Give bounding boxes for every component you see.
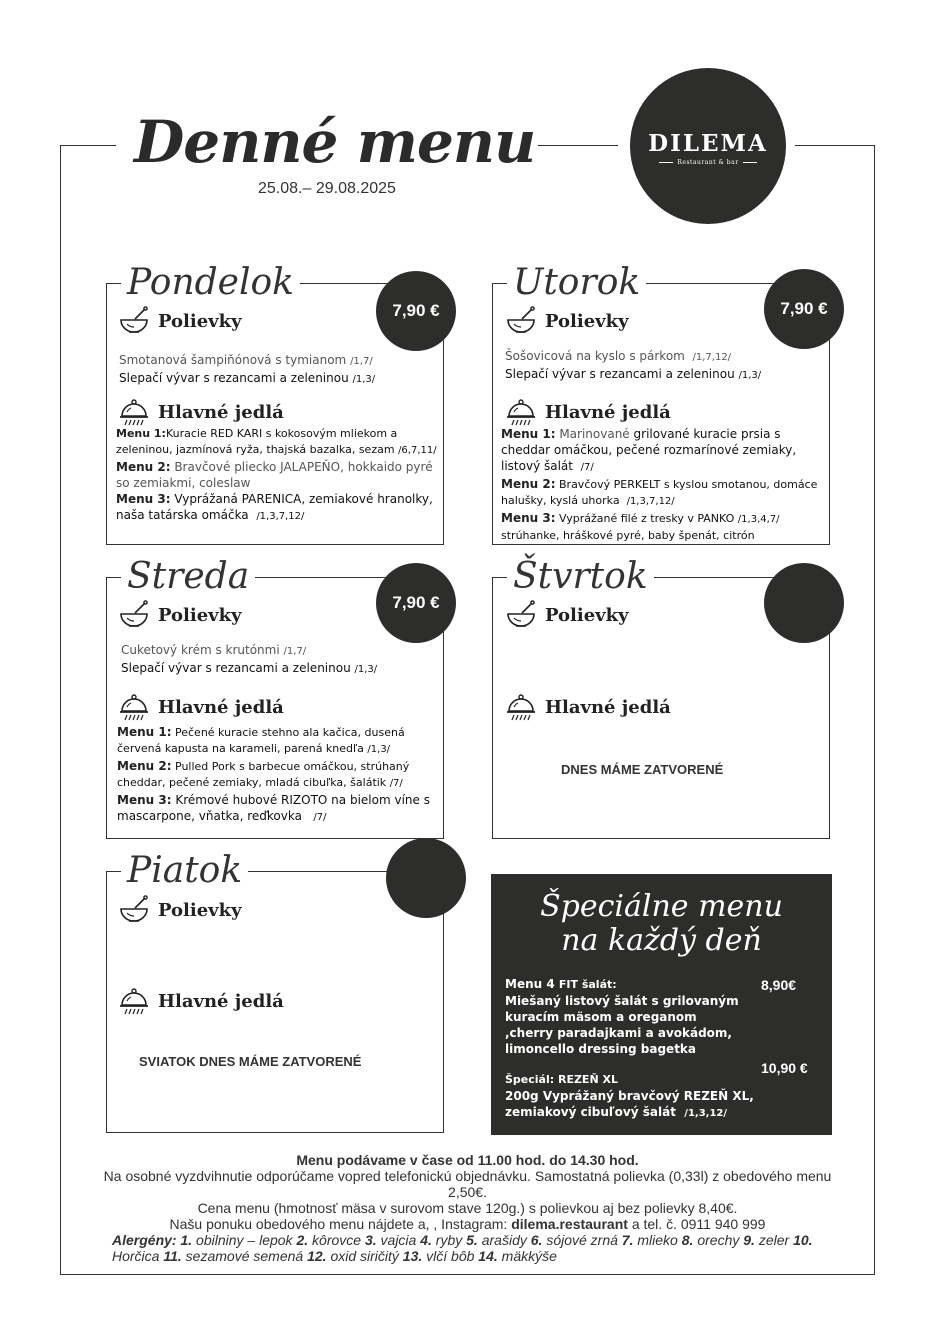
special-item-1	[505, 976, 745, 1057]
menu-label: Menu 3:	[117, 793, 172, 807]
allergens: /7/	[389, 778, 403, 789]
mains-wednesday	[117, 724, 439, 826]
allergens: /1,7/	[350, 356, 373, 367]
menu-1: Kuracie RED KARI s kokosovým mliekom a zeleninou, jazmínová ryža, thajská bazalka, sezam	[116, 427, 398, 456]
allergen-number: 7.	[617, 1232, 638, 1248]
bowl-icon	[505, 306, 537, 336]
allergens: /1,3/	[367, 744, 391, 755]
special-item-1-price: 8,90€	[761, 977, 797, 993]
footer-pickup: Na osobné vyzdvihnutie odporúčame vopred telefonickú objednávku. Samostatná polievka (0,33l) z obedového menu 2,50€.	[103, 1168, 832, 1200]
allergen-name: vajcia	[380, 1232, 417, 1248]
menu-1-grey: Marinované	[559, 427, 630, 441]
menu-label: Menu 3:	[116, 492, 171, 506]
allergen-number: 13.	[398, 1248, 427, 1264]
allergen-name: obilniny – lepok	[196, 1232, 293, 1248]
menu-label: Menu 1:	[116, 427, 166, 440]
special-item-2-price: 10,90 €	[761, 1060, 808, 1076]
frame-bottom	[60, 1274, 875, 1275]
special-title-line1: Špeciálne menu	[540, 889, 783, 924]
allergens: /7/	[313, 812, 327, 823]
soups-heading	[118, 600, 242, 630]
menu-label: Menu 2:	[501, 477, 556, 491]
menu-label: Menu 2:	[117, 759, 172, 773]
menu-1: grilované kuracie prsia s cheddar omáčkou, pečené rozmarínové zemiaky, listový šalát	[501, 427, 797, 473]
allergen-name: ryby	[435, 1232, 463, 1248]
footer	[100, 1152, 835, 1264]
soups-heading	[505, 306, 629, 336]
price-badge-tuesday: 7,90 €	[764, 269, 844, 349]
frame-top-left	[60, 145, 116, 146]
special-item-2-desc: 200g Vyprážaný bravčový REZEŇ XL, zemiakový cibuľový šalát	[505, 1089, 754, 1119]
allergen-number: 9.	[739, 1232, 759, 1248]
menu-2: Bravčové pliecko JALAPEŇO, hokkaido pyré so zemiakmi, coleslaw	[116, 460, 433, 490]
soups-heading	[505, 600, 629, 630]
soup-2: Slepačí vývar s rezancami a zeleninou	[121, 661, 351, 675]
allergen-name: zeler	[758, 1232, 790, 1248]
day-title-tuesday: Utorok	[507, 263, 646, 303]
allergens: /1,7/	[283, 646, 307, 657]
special-item-2-label: Špeciál: REZEŇ XL	[505, 1073, 618, 1086]
allergen-number: 4.	[416, 1232, 436, 1248]
title-line	[246, 577, 386, 578]
footer-contact	[100, 1216, 835, 1232]
frame-left	[60, 145, 61, 1275]
allergen-number: 10.	[789, 1232, 813, 1248]
soups-tuesday	[505, 348, 825, 384]
soups-label: Polievky	[158, 899, 242, 921]
special-item-1-desc: Miešaný listový šalát s grilovaným kuracím mäsom a oreganom ,cherry paradajkami a avokádom, limoncello dressing bagetka	[505, 994, 739, 1056]
footer-contact-post: a tel. č. 0911 940 999	[631, 1216, 766, 1232]
allergen-name: Horčica	[112, 1248, 160, 1264]
allergen-number: 6.	[526, 1232, 547, 1248]
day-title-monday: Pondelok	[121, 263, 300, 303]
cloche-icon	[505, 692, 537, 722]
allergen-legend-label: Alergény:	[112, 1232, 177, 1248]
allergens: /1,3,12/	[684, 1108, 728, 1119]
allergens: /6,7,11/	[398, 445, 437, 456]
cloche-icon	[118, 397, 150, 427]
allergen-number: 12.	[303, 1248, 331, 1264]
menu-1: Pečené kuracie stehno ala kačica, dusená červená kapusta na karameli, parená knedľa	[117, 726, 405, 755]
mains-heading	[505, 397, 671, 427]
mains-monday	[116, 426, 438, 525]
bowl-icon	[118, 600, 150, 630]
menu-label: Menu 3:	[501, 511, 556, 525]
allergens: /1,3,4,7/	[737, 514, 780, 525]
page-title: Denné menu	[134, 108, 536, 176]
mains-heading	[118, 397, 284, 427]
soups-label: Polievky	[545, 310, 629, 332]
special-item-1-name: FIT šalát:	[558, 978, 617, 991]
title-line	[240, 871, 386, 872]
allergen-name: mäkkýše	[501, 1248, 557, 1264]
logo-name: DILEMA	[648, 130, 768, 157]
allergen-number: 14.	[474, 1248, 502, 1264]
allergen-number: 11.	[159, 1248, 186, 1264]
allergen-number: 3.	[361, 1232, 381, 1248]
soup-1: Cuketový krém s krutónmi	[121, 643, 280, 657]
soups-monday	[119, 352, 439, 388]
closed-notice-friday: SVIATOK DNES MÁME ZATVORENÉ	[139, 1054, 362, 1069]
title-line	[286, 283, 386, 284]
cloche-icon	[118, 692, 150, 722]
frame-right	[874, 145, 875, 1275]
menu-3: Krémové hubové RIZOTO na bielom víne s mascarpone, vňatka, reďkovka	[117, 793, 430, 823]
allergens: /1,3,7,12/	[256, 511, 305, 522]
allergens: /1,3/	[352, 374, 376, 385]
allergens: /1,3/	[738, 370, 762, 381]
allergen-name: arašidy	[481, 1232, 527, 1248]
title-line	[632, 283, 767, 284]
menu-3: Vyprážaná PARENICA, zemiakové hranolky, naša tatárska omáčka	[116, 492, 433, 522]
allergen-name: kôrovce	[312, 1232, 362, 1248]
bowl-icon	[118, 306, 150, 336]
soup-1: Smotanová šampiňónová s tymianom	[119, 353, 347, 367]
day-title-friday: Piatok	[121, 851, 248, 891]
mains-label: Hlavné jedlá	[545, 696, 671, 718]
mains-label: Hlavné jedlá	[158, 696, 284, 718]
allergens: /1,3/	[354, 664, 378, 675]
menu-label: Menu 1:	[501, 427, 556, 441]
cloche-icon	[505, 397, 537, 427]
soups-label: Polievky	[545, 604, 629, 626]
price-badge-thursday	[764, 563, 844, 643]
allergen-name: vlčí bôb	[426, 1248, 475, 1264]
menu-2: Pulled Pork s barbecue omáčkou, strúhaný cheddar, pečené zemiaky, mladá cibuľka, šalátik	[117, 760, 410, 789]
frame-top-right	[795, 145, 875, 146]
logo	[630, 68, 786, 224]
day-title-thursday: Štvrtok	[507, 557, 654, 597]
footer-contact-pre: Našu ponuku obedového menu nájdete a, , Instagram:	[169, 1216, 508, 1232]
closed-notice-thursday: DNES MÁME ZATVORENÉ	[561, 762, 724, 777]
mains-label: Hlavné jedlá	[158, 401, 284, 423]
allergen-name: sójové zrná	[546, 1232, 618, 1248]
allergen-number: 2.	[292, 1232, 313, 1248]
allergen-number: 5.	[462, 1232, 482, 1248]
soup-2: Slepačí vývar s rezancami a zeleninou	[119, 371, 349, 385]
menu-3-cont: strúhanke, hráškové pyré, baby špenát, citrón	[501, 529, 755, 542]
special-title-line2: na každý deň	[561, 923, 762, 958]
footer-hours: Menu podávame v čase od 11.00 hod. do 14.30 hod.	[296, 1152, 639, 1168]
allergen-list	[112, 1232, 813, 1264]
footer-price-info: Cena menu (hmotnosť mäsa v surovom stave 120g.) s polievkou aj bez polievky 8,40€.	[197, 1200, 738, 1216]
allergens: /1,7,12/	[692, 352, 732, 363]
menu-label: Menu 1:	[117, 725, 172, 739]
mains-tuesday	[501, 426, 819, 544]
instagram-handle: dilema.restaurant	[511, 1216, 628, 1232]
allergen-name: orechy	[697, 1232, 740, 1248]
soups-label: Polievky	[158, 604, 242, 626]
date-range: 25.08.– 29.08.2025	[258, 180, 396, 197]
soup-1: Šošovicová na kyslo s párkom	[505, 349, 685, 363]
soup-2: Slepačí vývar s rezancami a zeleninou	[505, 367, 735, 381]
day-title-wednesday: Streda	[121, 557, 255, 597]
cloche-icon	[118, 986, 150, 1016]
special-item-1-label: Menu 4	[505, 977, 555, 991]
special-menu-box	[491, 874, 832, 1135]
menu-label: Menu 2:	[116, 460, 171, 474]
mains-label: Hlavné jedlá	[158, 990, 284, 1012]
menu-2: Bravčový PERKELT s kyslou smotanou, domáce halušky, kyslá uhorka	[501, 478, 818, 507]
soups-label: Polievky	[158, 310, 242, 332]
allergen-number: 8.	[677, 1232, 698, 1248]
price-badge-wednesday: 7,90 €	[376, 563, 456, 643]
allergen-legend	[100, 1232, 835, 1264]
price-badge-monday: 7,90 €	[376, 271, 456, 351]
allergens: /1,3,7,12/	[626, 496, 675, 507]
logo-subtitle: Restaurant & bar	[630, 159, 786, 166]
price-badge-friday	[386, 838, 466, 918]
soups-heading	[118, 895, 242, 925]
mains-heading	[118, 986, 284, 1016]
soups-wednesday	[121, 642, 441, 678]
soups-heading	[118, 306, 242, 336]
special-item-2	[505, 1072, 761, 1122]
allergens: /7/	[580, 462, 594, 473]
allergen-name: mlieko	[637, 1232, 678, 1248]
bowl-icon	[118, 895, 150, 925]
menu-3: Vyprážané filé z tresky v PANKO	[559, 512, 735, 525]
frame-top-mid	[538, 145, 618, 146]
allergen-name: sezamové semená	[185, 1248, 304, 1264]
mains-heading	[505, 692, 671, 722]
mains-heading	[118, 692, 284, 722]
bowl-icon	[505, 600, 537, 630]
mains-label: Hlavné jedlá	[545, 401, 671, 423]
allergen-name: oxid siričitý	[330, 1248, 399, 1264]
allergen-number: 1.	[180, 1232, 197, 1248]
